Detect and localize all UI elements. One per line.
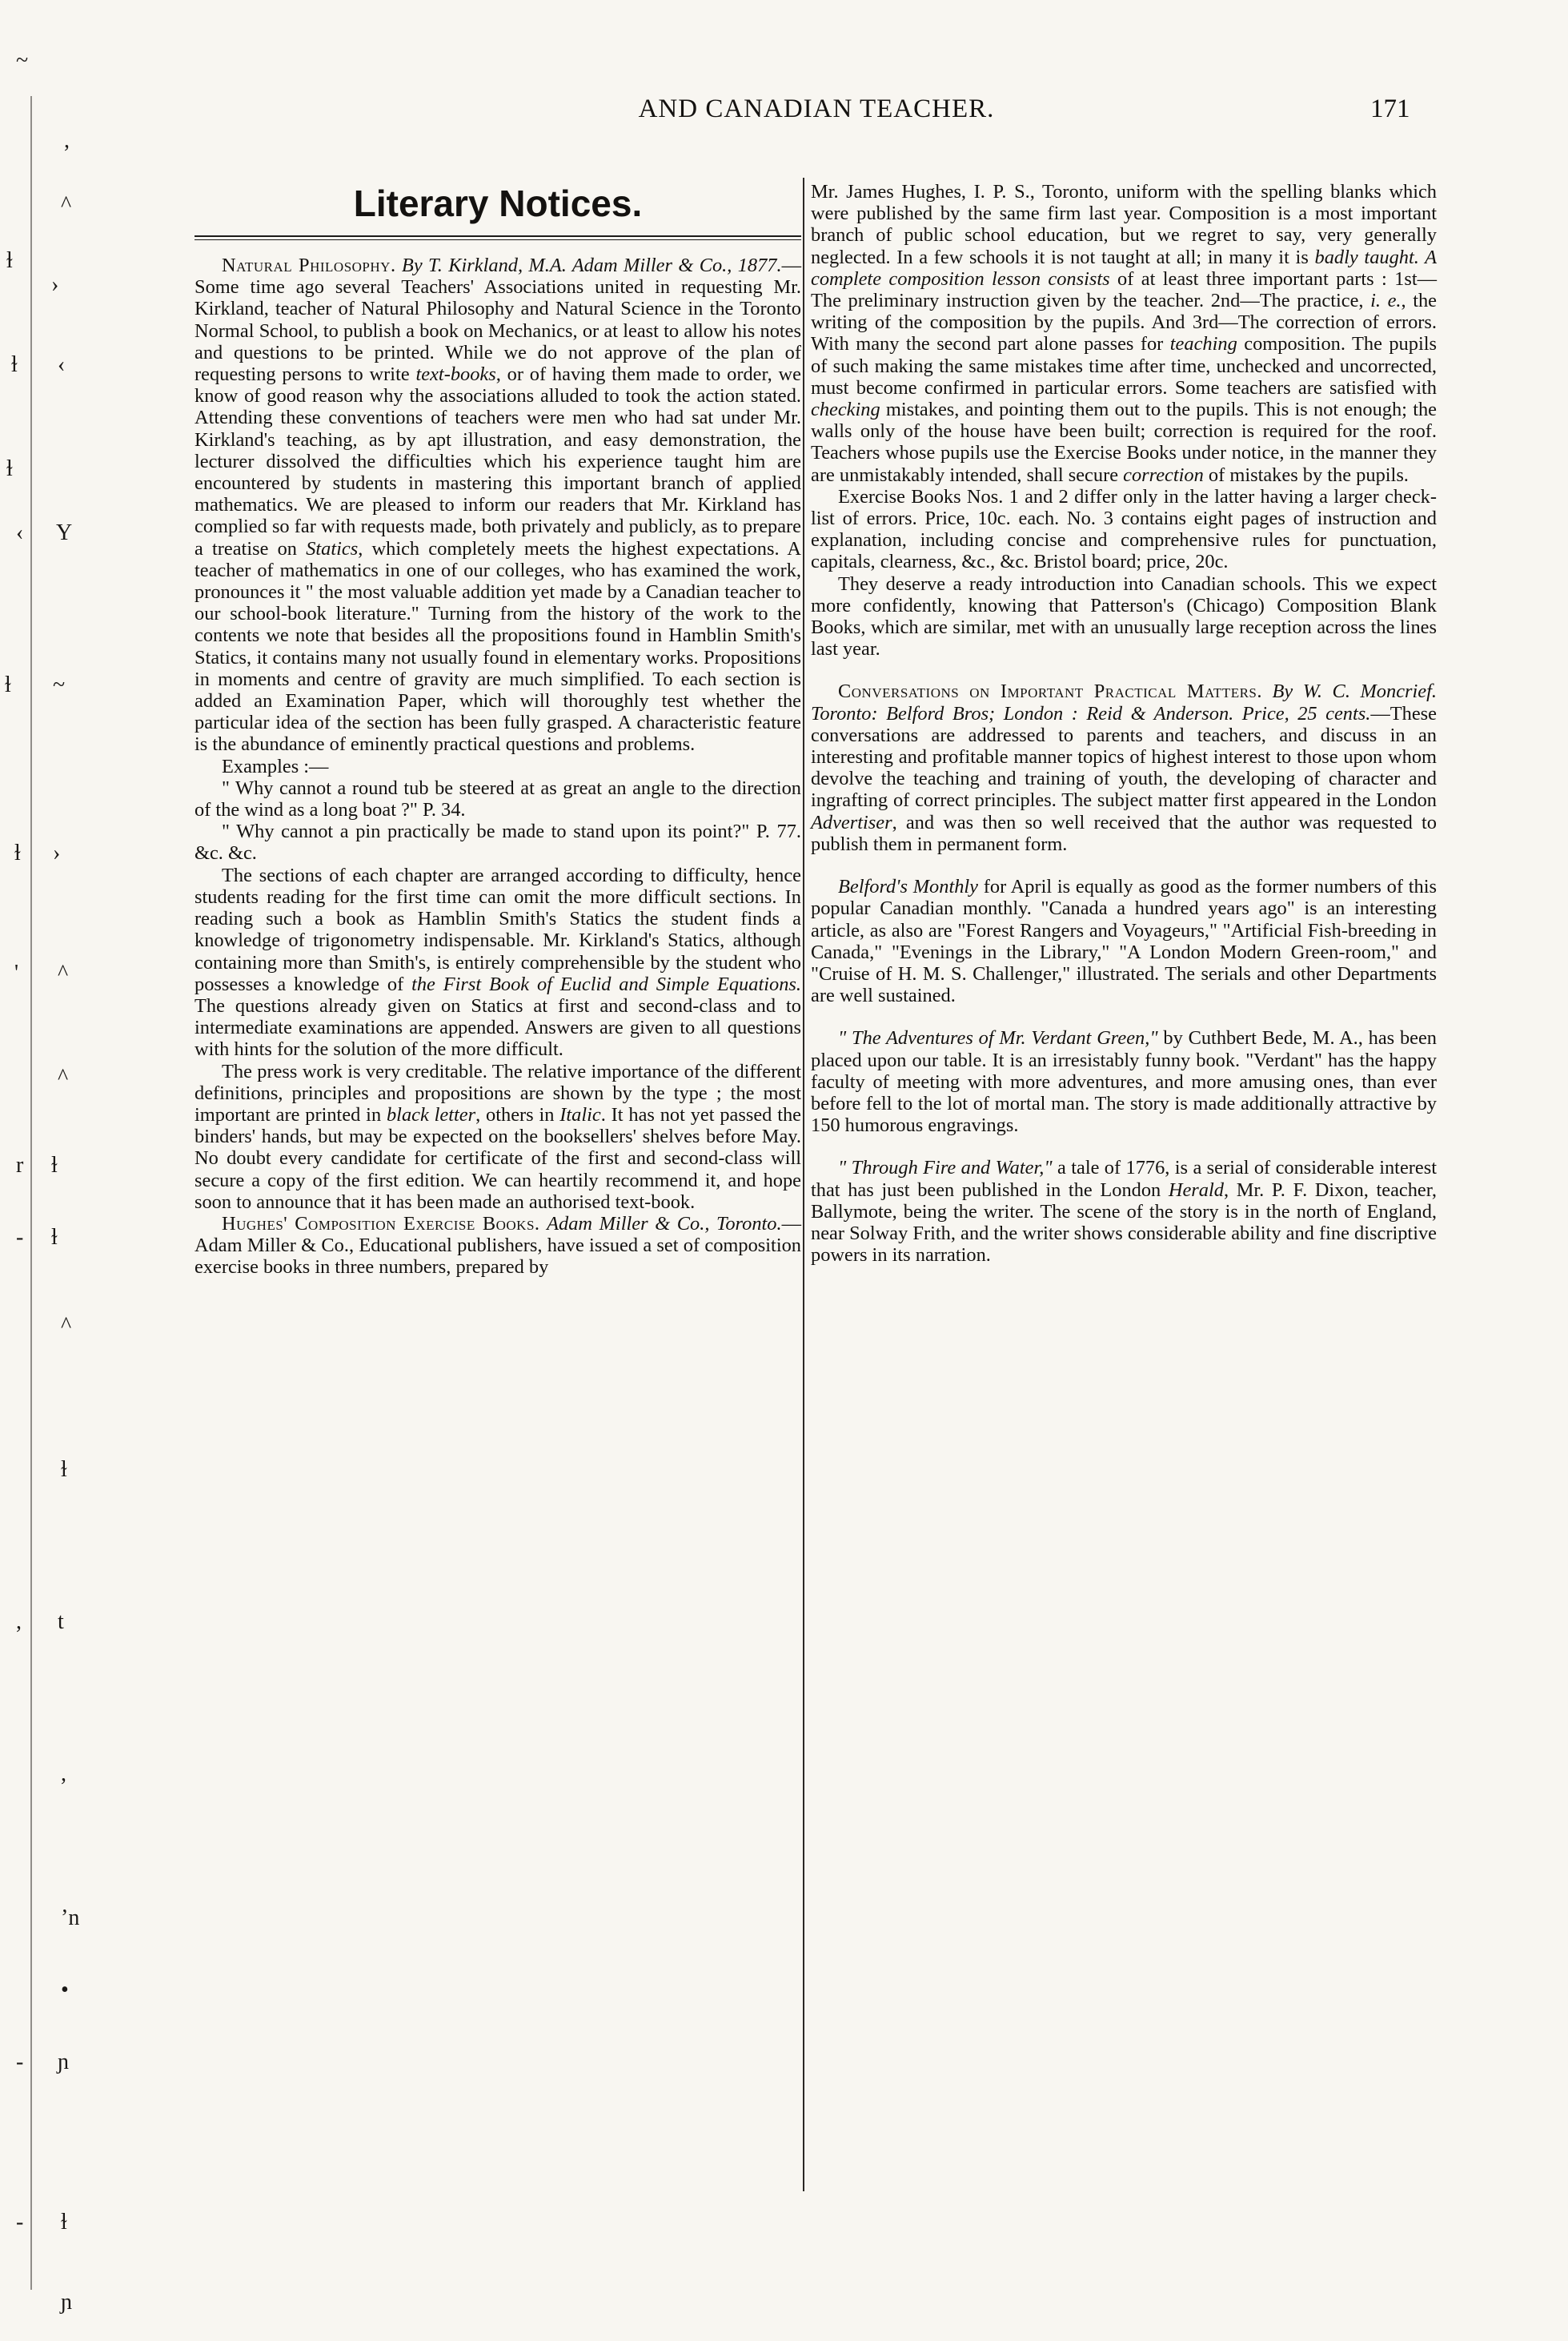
- scan-mark: -: [16, 2210, 24, 2235]
- paragraph-text: The sections of each chapter are arranged according to difficulty, hence students reading for the first time can omit the more difficult sections. In reading such a book as Hamblin Smith's Statics the student finds a knowledge of trigonometry indispensable. Mr. Kirkland's Statics, although containing more than Smith's, is entirely comprehensible by the student who possesses a knowledge of: [194, 864, 801, 995]
- scan-mark: ɫ: [6, 456, 13, 481]
- review-hughes: [194, 1213, 801, 1279]
- review-byline: By W. C. Moncrief. Toronto: Belford Bros; London : Reid & Anderson. Price, 25 cents.: [811, 681, 1437, 725]
- review-body: , Mr. P. F. Dixon, teacher, Ballymote, being the writer. The scene of the story is in the north of England, near Solway Frith, and the writer shows considerable ability and fine discriptive powers in its narration.: [811, 1179, 1438, 1267]
- review-body: , which completely meets the highest expectations. A teacher of mathematics in one of our colleges, who has examined the work, pronounces it " the most valuable addition yet made by a Canadian teacher to our school-book literature." Turning from the history of the work to the contents we note that besides all the propositions found in Hamblin Smith's Statics, it contains many not usually found in elementary works. Propositions in moments and centre of gravity are much simplified. To each section is added an Examination Paper, which will thoroughly test whether the particular idea of the section has been fully grasped. A characteristic feature is the abundance of eminently practical questions and problems.: [194, 537, 801, 756]
- scan-mark: t: [58, 1609, 64, 1634]
- scan-mark: ɫ: [14, 841, 21, 865]
- binding-edge-line: [30, 96, 32, 2290]
- review-title: Hughes' Composition Exercise Books.: [222, 1212, 540, 1235]
- italic-term: checking: [811, 399, 880, 421]
- scan-mark: ɫ: [61, 2210, 67, 2235]
- paragraph-press-work: [194, 1061, 801, 1213]
- scan-mark: -: [16, 2050, 24, 2074]
- italic-term: Italic: [559, 1103, 601, 1126]
- review-body: —These conversations are addressed to parents and teachers, and discuss in an interesting and profitable manner topics of highest interest to those upon whom devolve the teaching and training of youth, the developing of character and ingrafting of correct principles. The subject matter first appeared in the London: [811, 702, 1437, 812]
- scan-mark: ,: [16, 1609, 22, 1634]
- paragraph-text: The questions already given on Statics at first and second-class and to intermediate examinations are appended. Answers are given to all questions with hints for the solution of the more difficult.: [194, 994, 801, 1061]
- review-byline: Adam Miller & Co., Toronto.: [547, 1212, 782, 1235]
- scan-mark: ^: [58, 961, 69, 986]
- scan-edge-marks: [0, 0, 96, 2341]
- scan-mark: ^: [58, 1065, 69, 1090]
- scan-mark: r: [16, 1153, 24, 1178]
- scan-mark: ^: [61, 192, 72, 217]
- scan-mark: ‹: [16, 520, 24, 545]
- examples-label: Examples :—: [222, 755, 329, 777]
- italic-term: Herald: [1168, 1179, 1224, 1201]
- heading-rule: [194, 235, 801, 237]
- review-body: by Cuthbert Bede, M. A., has been placed upon our table. It is an irresistably funny book. "Verdant" has the happy faculty of meeting with more adventures, and more amusing ones, than ever before fell to the lot of mortal man. The story is made additionally attractive by 150 humorous engravings.: [811, 1027, 1437, 1137]
- review-body: of mistakes by the pupils.: [1203, 464, 1409, 486]
- review-title: " The Adventures of Mr. Verdant Green,": [838, 1027, 1158, 1050]
- scan-mark: ‹: [58, 352, 66, 377]
- scan-mark: ': [14, 961, 19, 986]
- review-body: mistakes, and pointing them out to the pupils. This is not enough; the walls only of the house have been built; correction is required for the roof. Teachers whose pupils use the Exercise Books under notice, in the manner they are unmistakably intended, shall secure: [811, 399, 1437, 486]
- page-number: 171: [1370, 94, 1410, 123]
- scan-mark: ›: [51, 272, 59, 297]
- scan-mark: ɫ: [6, 248, 13, 273]
- review-body: , the writing of the composition by the pupils. And 3rd—The correction of errors. With many the second part alone passes for: [811, 290, 1437, 355]
- scan-mark: ɫ: [51, 1225, 58, 1250]
- scan-mark: ɫ: [5, 673, 11, 697]
- review-fire-and-water: [811, 1157, 1437, 1266]
- review-title: Belford's Monthly: [838, 876, 979, 898]
- review-natural-philosophy: [194, 255, 801, 756]
- italic-term: Advertiser: [811, 811, 892, 833]
- scan-mark: ɫ: [11, 352, 18, 377]
- paragraph-text: . It has not yet passed the binders' hands, but may be expected on the booksellers' shelves before May. No doubt every candidate for certificate of the first and second-class will secure a copy of the first edition. We can heartily recommend it, and hope soon to announce that it has been made an authorised text-book.: [194, 1103, 801, 1213]
- scan-mark: ɫ: [61, 1457, 67, 1482]
- review-body: for April is equally as good as the former numbers of this popular Canadian monthly. "Canada a hundred years ago" is an interesting article, as also are "Forest Rangers and Voyageurs," "Artificial Fish-breeding in Canada," "Evenings in the Library," "A London Modern Green-room," and "Cruise of H. M. S. Challenger," illustrated. The serials and other Departments are well sustained.: [811, 876, 1437, 1007]
- scan-mark: ɲ: [58, 2050, 69, 2074]
- review-hughes-continued: [811, 181, 1437, 486]
- review-body: , and was then so well received that the author was requested to publish them in permanent form.: [811, 811, 1437, 855]
- italic-term: the First Book of Euclid and Simple Equations.: [411, 973, 801, 995]
- scan-mark: ^: [61, 1313, 72, 1338]
- paragraph-deserve: They deserve a ready introduction into Canadian schools. This we expect more confidently, knowing that Patterson's (Chicago) Composition Blank Books, which are similar, met with an unusually large reception across the lines last year.: [811, 572, 1437, 661]
- scan-mark: ʼn: [61, 1905, 80, 1930]
- example-quote: " Why cannot a pin practically be made to stand upon its point?" P. 77. &c. &c.: [194, 821, 801, 865]
- scan-mark: ~: [16, 48, 29, 73]
- scan-mark: ~: [53, 673, 66, 697]
- review-belford: [811, 876, 1437, 1006]
- section-heading: Literary Notices.: [353, 183, 643, 224]
- example-quote: " Why cannot a round tub be steered at as great an angle to the direction of the wind as a long boat ?" P. 34.: [194, 777, 801, 821]
- review-body: —Adam Miller & Co., Educational publishers, have issued a set of composition exercise books in three numbers, prepared by: [194, 1212, 801, 1279]
- running-title: AND CANADIAN TEACHER.: [638, 94, 995, 123]
- scan-mark: ɲ: [61, 2290, 72, 2315]
- scan-mark: Y: [56, 520, 73, 545]
- paragraph-text: , others in: [475, 1103, 560, 1126]
- paragraph-sections: [194, 865, 801, 1061]
- scan-mark: -: [16, 1225, 24, 1250]
- review-conversations: [811, 681, 1437, 855]
- italic-term: text-books: [415, 363, 496, 386]
- review-verdant-green: [811, 1027, 1437, 1136]
- italic-term: i. e.: [1370, 290, 1402, 312]
- review-title: Natural Philosophy.: [222, 255, 396, 276]
- italic-term: teaching: [1169, 333, 1237, 355]
- heading-rule: [194, 239, 801, 240]
- italic-term: A complete composition lesson consists: [811, 246, 1438, 290]
- review-body: , or of having them made to order, we know of good reason why the associations alluded to took the action stated. Attending these conventions of teachers were men who had sat under Mr. Kirkland's teaching, as by apt illustration, and easy demonstration, the lecturer dissolved the difficulties which his experience taught him are encountered by students in mastering this important branch of applied mathematics. We are pleased to inform our readers that Mr. Kirkland has complied so far with requests made, both privately and publicly, as to prepare a treatise on: [194, 363, 801, 560]
- scan-mark: ,: [64, 128, 70, 153]
- scan-mark: •: [61, 1978, 69, 2002]
- review-body: Mr. James Hughes, I. P. S., Toronto, uniform with the spelling blanks which were published by the same firm last year. Composition is a most important branch of public school education, but we regret to say, very generally neglected. In a few schools it is not taught at all; in many it is: [811, 181, 1437, 268]
- review-byline: By T. Kirkland, M.A. Adam Miller & Co., 1877.: [401, 255, 782, 276]
- review-title: " Through Fire and Water,": [838, 1157, 1053, 1179]
- column-divider: [803, 178, 804, 2191]
- scan-mark: ɫ: [51, 1153, 58, 1178]
- right-column: [811, 181, 1437, 1266]
- review-body: composition. The pupils of such making the same mistakes time after time, unchecked and uncorrected, must become confirmed in particular errors. Some teachers are satisfied with: [811, 333, 1437, 399]
- paragraph-exercise-books: Exercise Books Nos. 1 and 2 differ only in the latter having a larger check-list of errors. Price, 10c. each. No. 3 contains eight pages of instruction and explanation, including concise and comprehensive rules for punctuation, capitals, clearness, &c., &c. Bristol board; price, 20c.: [811, 485, 1437, 573]
- review-title: Conversations on Important Practical Matters.: [838, 681, 1262, 703]
- review-body: of at least three important parts : 1st—The preliminary instruction given by the teacher. 2nd—The practice,: [811, 267, 1437, 312]
- review-body: a tale of 1776, is a serial of considerable interest that has just been published in the London: [811, 1157, 1437, 1201]
- left-column: [194, 181, 801, 1279]
- italic-term: black letter: [386, 1103, 476, 1126]
- scan-mark: ›: [53, 841, 61, 865]
- scan-mark: ,: [61, 1761, 66, 1786]
- italic-term: badly taught.: [1314, 246, 1419, 268]
- paragraph-text: The press work is very creditable. The relative importance of the different definitions, principles and propositions are shown by the type ; the most important are printed in: [194, 1060, 801, 1126]
- italic-term: correction: [1123, 464, 1204, 486]
- italic-term: Statics: [306, 537, 359, 560]
- review-body: —Some time ago several Teachers' Associations united in requesting Mr. Kirkland, teacher of Natural Philosophy and Natural Science in the Toronto Normal School, to publish a book on Mechanics, or at least to allow his notes and questions to be printed. While we do not approve of the plan of requesting persons to write: [194, 255, 801, 386]
